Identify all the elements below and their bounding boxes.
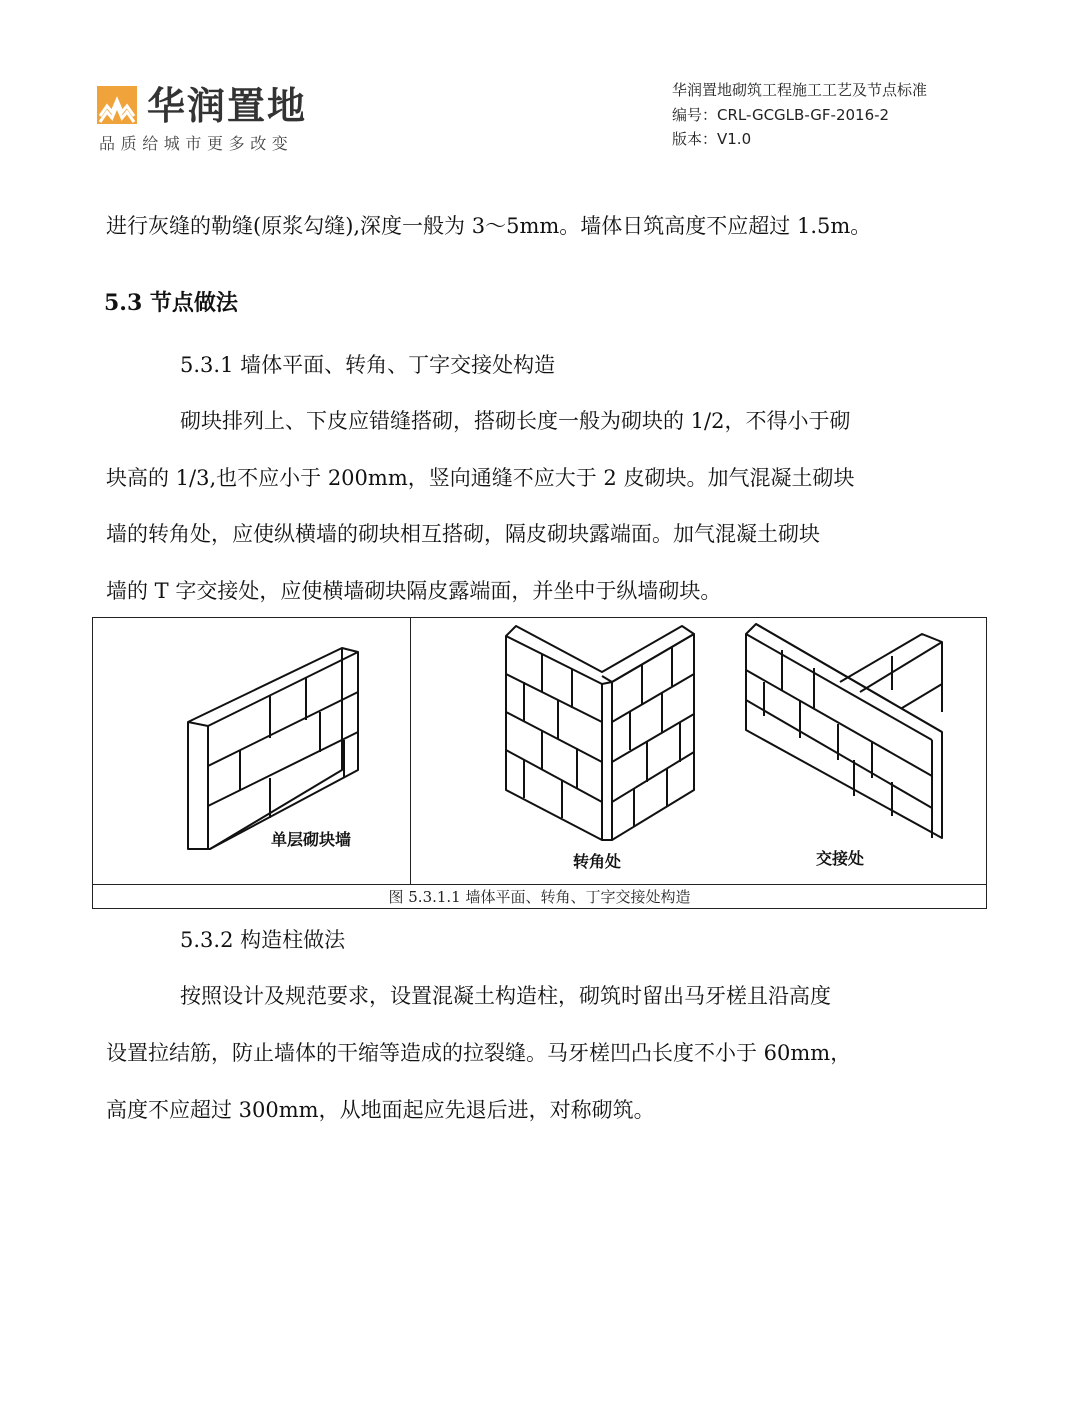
logo-slogan: 品质给城市更多改变 [99,134,294,153]
paragraph-line: 块高的 1/3,也不应小于 200mm，竖向通缝不应大于 2 皮砌块。加气混凝土砌块 [106,466,855,490]
figure-caption: 图 5.3.1.1 墙体平面、转角、丁字交接处构造 [388,888,691,906]
doc-code: 编号：CRL-GCGLB-GF-2016-2 [672,106,890,124]
paragraph-line: 墙的转角处，应使纵横墙的砌块相互搭砌，隔皮砌块露端面。加气混凝土砌块 [106,522,820,546]
paragraph-line: 设置拉结筋，防止墙体的干缩等造成的拉裂缝。马牙槎凹凸长度不小于 60mm， [106,1041,852,1065]
logo-name: 华润置地 [147,84,308,128]
paragraph-line: 砌块排列上、下皮应错缝搭砌，搭砌长度一般为砌块的 1/2，不得小于砌 [180,409,851,433]
intro-line: 进行灰缝的勒缝(原浆勾缝),深度一般为 3～5mm。墙体日筑高度不应超过 1.5m。 [106,214,872,238]
paragraph-line: 高度不应超过 300mm，从地面起应先退后进，对称砌筑。 [106,1098,655,1122]
subsection-title-1: 5.3.1 墙体平面、转角、丁字交接处构造 [180,353,556,377]
doc-version: 版本：V1.0 [672,130,752,148]
tee-junction-drawing [742,620,947,845]
section-heading: 5.3 节点做法 [104,290,238,316]
logo-icon [97,86,137,124]
paragraph-line: 墙的 T 字交接处，应使横墙砌块隔皮露端面，并坐中于纵墙砌块。 [106,579,722,603]
paragraph-line: 按照设计及规范要求，设置混凝土构造柱，砌筑时留出马牙槎且沿高度 [180,984,831,1008]
figure-caption-rule [93,884,986,885]
corner-wall-drawing [502,622,697,847]
label-tee-junction: 交接处 [816,849,865,868]
label-single-wall: 单层砌块墙 [271,830,352,849]
doc-title: 华润置地砌筑工程施工工艺及节点标准 [672,81,928,99]
subsection-title-2: 5.3.2 构造柱做法 [180,928,346,952]
figure-divider [410,618,411,885]
label-corner: 转角处 [573,852,622,871]
single-wall-drawing [180,630,370,855]
